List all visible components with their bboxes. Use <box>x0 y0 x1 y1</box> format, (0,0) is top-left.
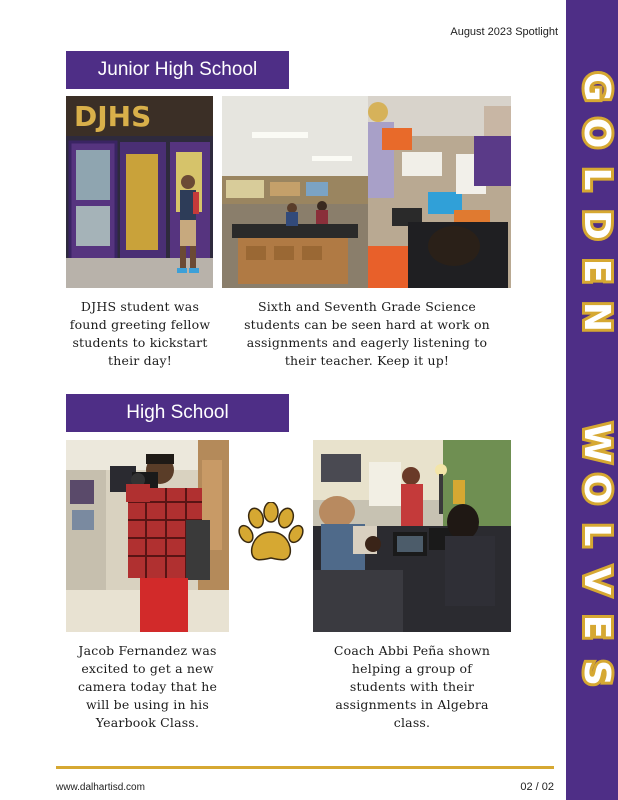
hs-caption-camera: Jacob Fernandez was excited to get a new camera today that he will be using in his Yearbook Class. <box>77 643 218 730</box>
hs-caption-algebra: Coach Abbi Peña shown helping a group of students with their assignments in Algebra class. <box>333 643 491 730</box>
jhs-caption-greeting: DJHS student was found greeting fellow students to kickstart their day! <box>69 299 211 368</box>
sidebar-letter: D <box>576 210 617 240</box>
djhs-sign: DJHS <box>74 100 152 133</box>
sidebar-word-golden <box>566 64 618 340</box>
sidebar-letter: V <box>576 567 617 595</box>
spotlight-date: August 2023 Spotlight <box>450 26 558 38</box>
science-class-photo <box>222 96 511 288</box>
djhs-entrance-photo <box>66 96 213 288</box>
sidebar-letter: W <box>576 423 617 463</box>
sidebar-word-wolves <box>566 420 618 696</box>
algebra-class-photo <box>313 440 511 632</box>
paw-print-icon <box>238 502 304 568</box>
sidebar-banner <box>566 0 618 800</box>
footer-divider <box>56 766 554 769</box>
sidebar-letter: L <box>576 523 617 547</box>
sidebar-letter: O <box>576 473 617 505</box>
sidebar-letter: S <box>576 660 617 686</box>
sidebar-letter: N <box>576 301 617 333</box>
footer-website-link[interactable]: www.dalhartisd.com <box>56 782 145 793</box>
sidebar-letter: E <box>576 614 617 640</box>
junior-high-heading: Junior High School <box>66 51 289 89</box>
sidebar-letter: L <box>576 167 617 191</box>
high-school-heading: High School <box>66 394 289 432</box>
page-number: 02 / 02 <box>520 781 554 793</box>
camera-student-photo <box>66 440 229 632</box>
sidebar-letter: G <box>576 72 617 102</box>
jhs-caption-science: Sixth and Seventh Grade Science students can be seen hard at work on assignments and eagerly listening to their teacher. Keep it up! <box>244 299 490 368</box>
sidebar-letter: O <box>576 117 617 149</box>
sidebar-letter: E <box>576 258 617 284</box>
